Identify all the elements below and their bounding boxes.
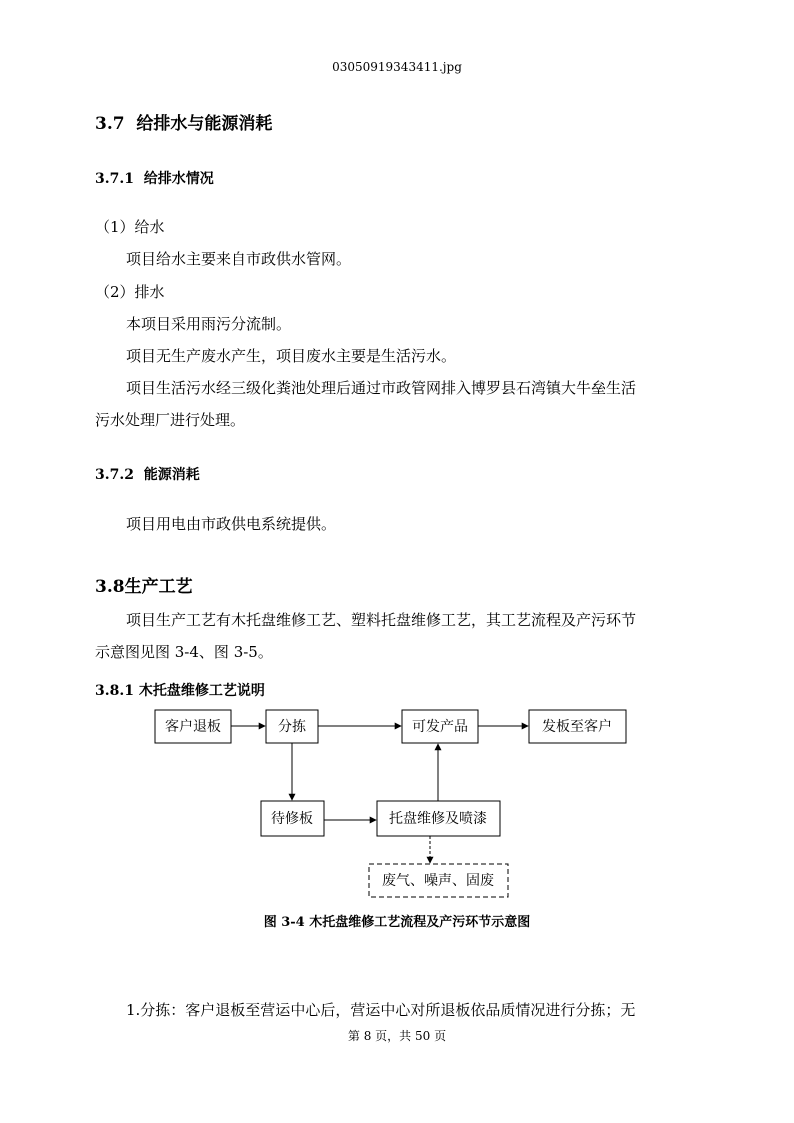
process-intro-b: 示意图见图 3-4、图 3-5。 (95, 643, 273, 661)
node-label-return: 客户退板 (165, 719, 221, 735)
node-label-pending: 待修板 (271, 811, 313, 827)
node-label-ship: 发板至客户 (542, 719, 612, 735)
figure-caption: 图 3-4 木托盘维修工艺流程及产污环节示意图 (263, 915, 531, 930)
section-3-8-heading: 3.8生产工艺 (95, 577, 193, 597)
section-number: 3.7 (95, 114, 125, 134)
node-label-sort: 分拣 (278, 719, 306, 735)
drainage-line-3a: 项目生活污水经三级化粪池处理后通过市政管网排入博罗县石湾镇大牛垒生活 (126, 379, 637, 397)
process-intro-a: 项目生产工艺有木托盘维修工艺、塑料托盘维修工艺，其工艺流程及产污环节 (126, 611, 637, 629)
section-number: 3.7.1 (95, 171, 134, 187)
node-label-repair: 托盘维修及喷漆 (389, 811, 487, 827)
drainage-line-1: 本项目采用雨污分流制。 (126, 315, 292, 333)
drainage-line-2: 项目无生产废水产生，项目废水主要是生活污水。 (126, 347, 457, 365)
section-title: 能源消耗 (143, 467, 200, 483)
section-number: 3.7.2 (95, 467, 134, 483)
page-footer: 第 8 页，共 50 页 (347, 1029, 447, 1043)
drainage-label: （2）排水 (95, 283, 165, 301)
node-label-sellable: 可发产品 (412, 719, 468, 735)
water-supply-text: 项目给水主要来自市政供水管网。 (126, 250, 352, 268)
section-title: 给排水与能源消耗 (136, 114, 273, 134)
section-title: 给排水情况 (143, 171, 214, 187)
drainage-line-3b: 污水处理厂进行处理。 (95, 411, 246, 429)
step-1-text: 1.分拣：客户退板至营运中心后，营运中心对所退板依品质情况进行分拣；无 (126, 1001, 636, 1019)
node-label-waste: 废气、噪声、固废 (382, 873, 494, 889)
section-3-8-1-heading: 3.8.1 木托盘维修工艺说明 (95, 683, 265, 699)
energy-text: 项目用电由市政供电系统提供。 (126, 515, 337, 533)
water-supply-label: （1）给水 (95, 218, 165, 236)
image-filename: 03050919343411.jpg (332, 60, 462, 74)
